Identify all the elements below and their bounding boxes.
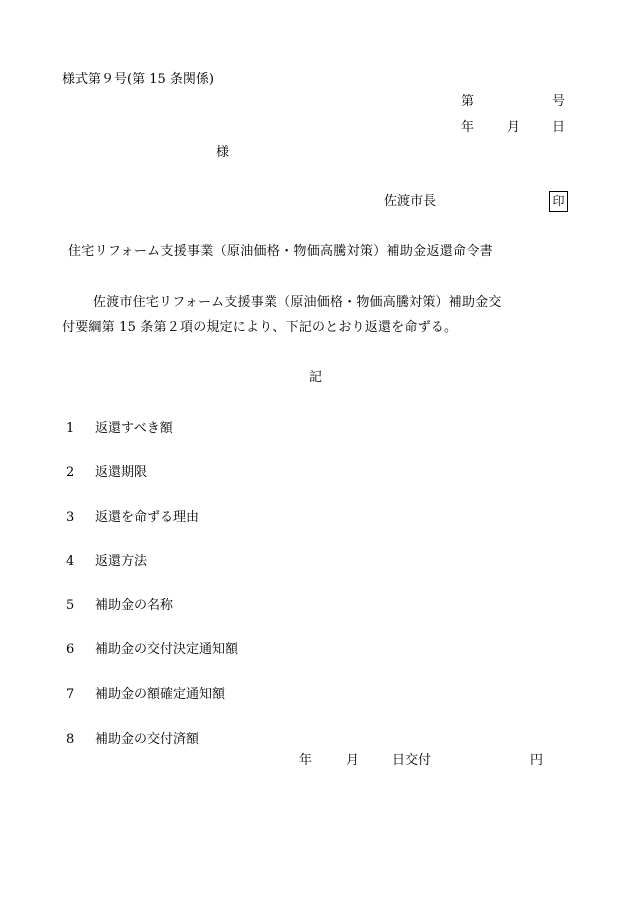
date-month: 月	[507, 120, 521, 135]
body-line-1: 佐渡市住宅リフォーム支援事業（原油価格・物価高騰対策）補助金交	[93, 295, 502, 310]
issuer: 佐渡市長	[384, 194, 437, 209]
seal-mark: 印	[549, 191, 568, 212]
number-go: 号	[552, 94, 566, 109]
item-2-label: 返還期限	[95, 465, 148, 480]
date-day: 日	[552, 120, 566, 135]
item-4-label: 返還方法	[95, 554, 148, 569]
item-1-label: 返還すべき額	[95, 421, 173, 436]
item-8-label: 補助金の交付済額	[95, 732, 200, 747]
item-6-number: 6	[66, 642, 75, 657]
number-dai: 第	[461, 94, 475, 109]
delivery-day: 日交付	[392, 753, 432, 768]
item-8-number: 8	[66, 732, 75, 747]
ki-heading: 記	[309, 370, 323, 385]
delivery-month: 月	[346, 753, 360, 768]
body-line-2: 付要綱第 15 条第２項の規定により、下記のとおり返還を命ずる。	[62, 320, 458, 335]
item-7-number: 7	[66, 687, 75, 702]
delivery-year: 年	[299, 753, 313, 768]
item-3-number: 3	[66, 510, 75, 525]
item-5-label: 補助金の名称	[95, 598, 174, 613]
item-6-label: 補助金の交付決定通知額	[95, 642, 239, 657]
form-header: 様式第９号(第 15 条関係)	[62, 72, 214, 87]
item-7-label: 補助金の額確定通知額	[95, 687, 226, 702]
item-1-number: 1	[66, 421, 75, 436]
item-2-number: 2	[66, 465, 75, 480]
document-title: 住宅リフォーム支援事業（原油価格・物価高騰対策）補助金返還命令書	[68, 244, 493, 259]
item-3-label: 返還を命ずる理由	[95, 510, 200, 525]
delivery-yen: 円	[530, 753, 544, 768]
date-year: 年	[461, 120, 475, 135]
item-5-number: 5	[66, 598, 75, 613]
item-4-number: 4	[66, 554, 75, 569]
addressee-suffix: 様	[216, 145, 230, 160]
